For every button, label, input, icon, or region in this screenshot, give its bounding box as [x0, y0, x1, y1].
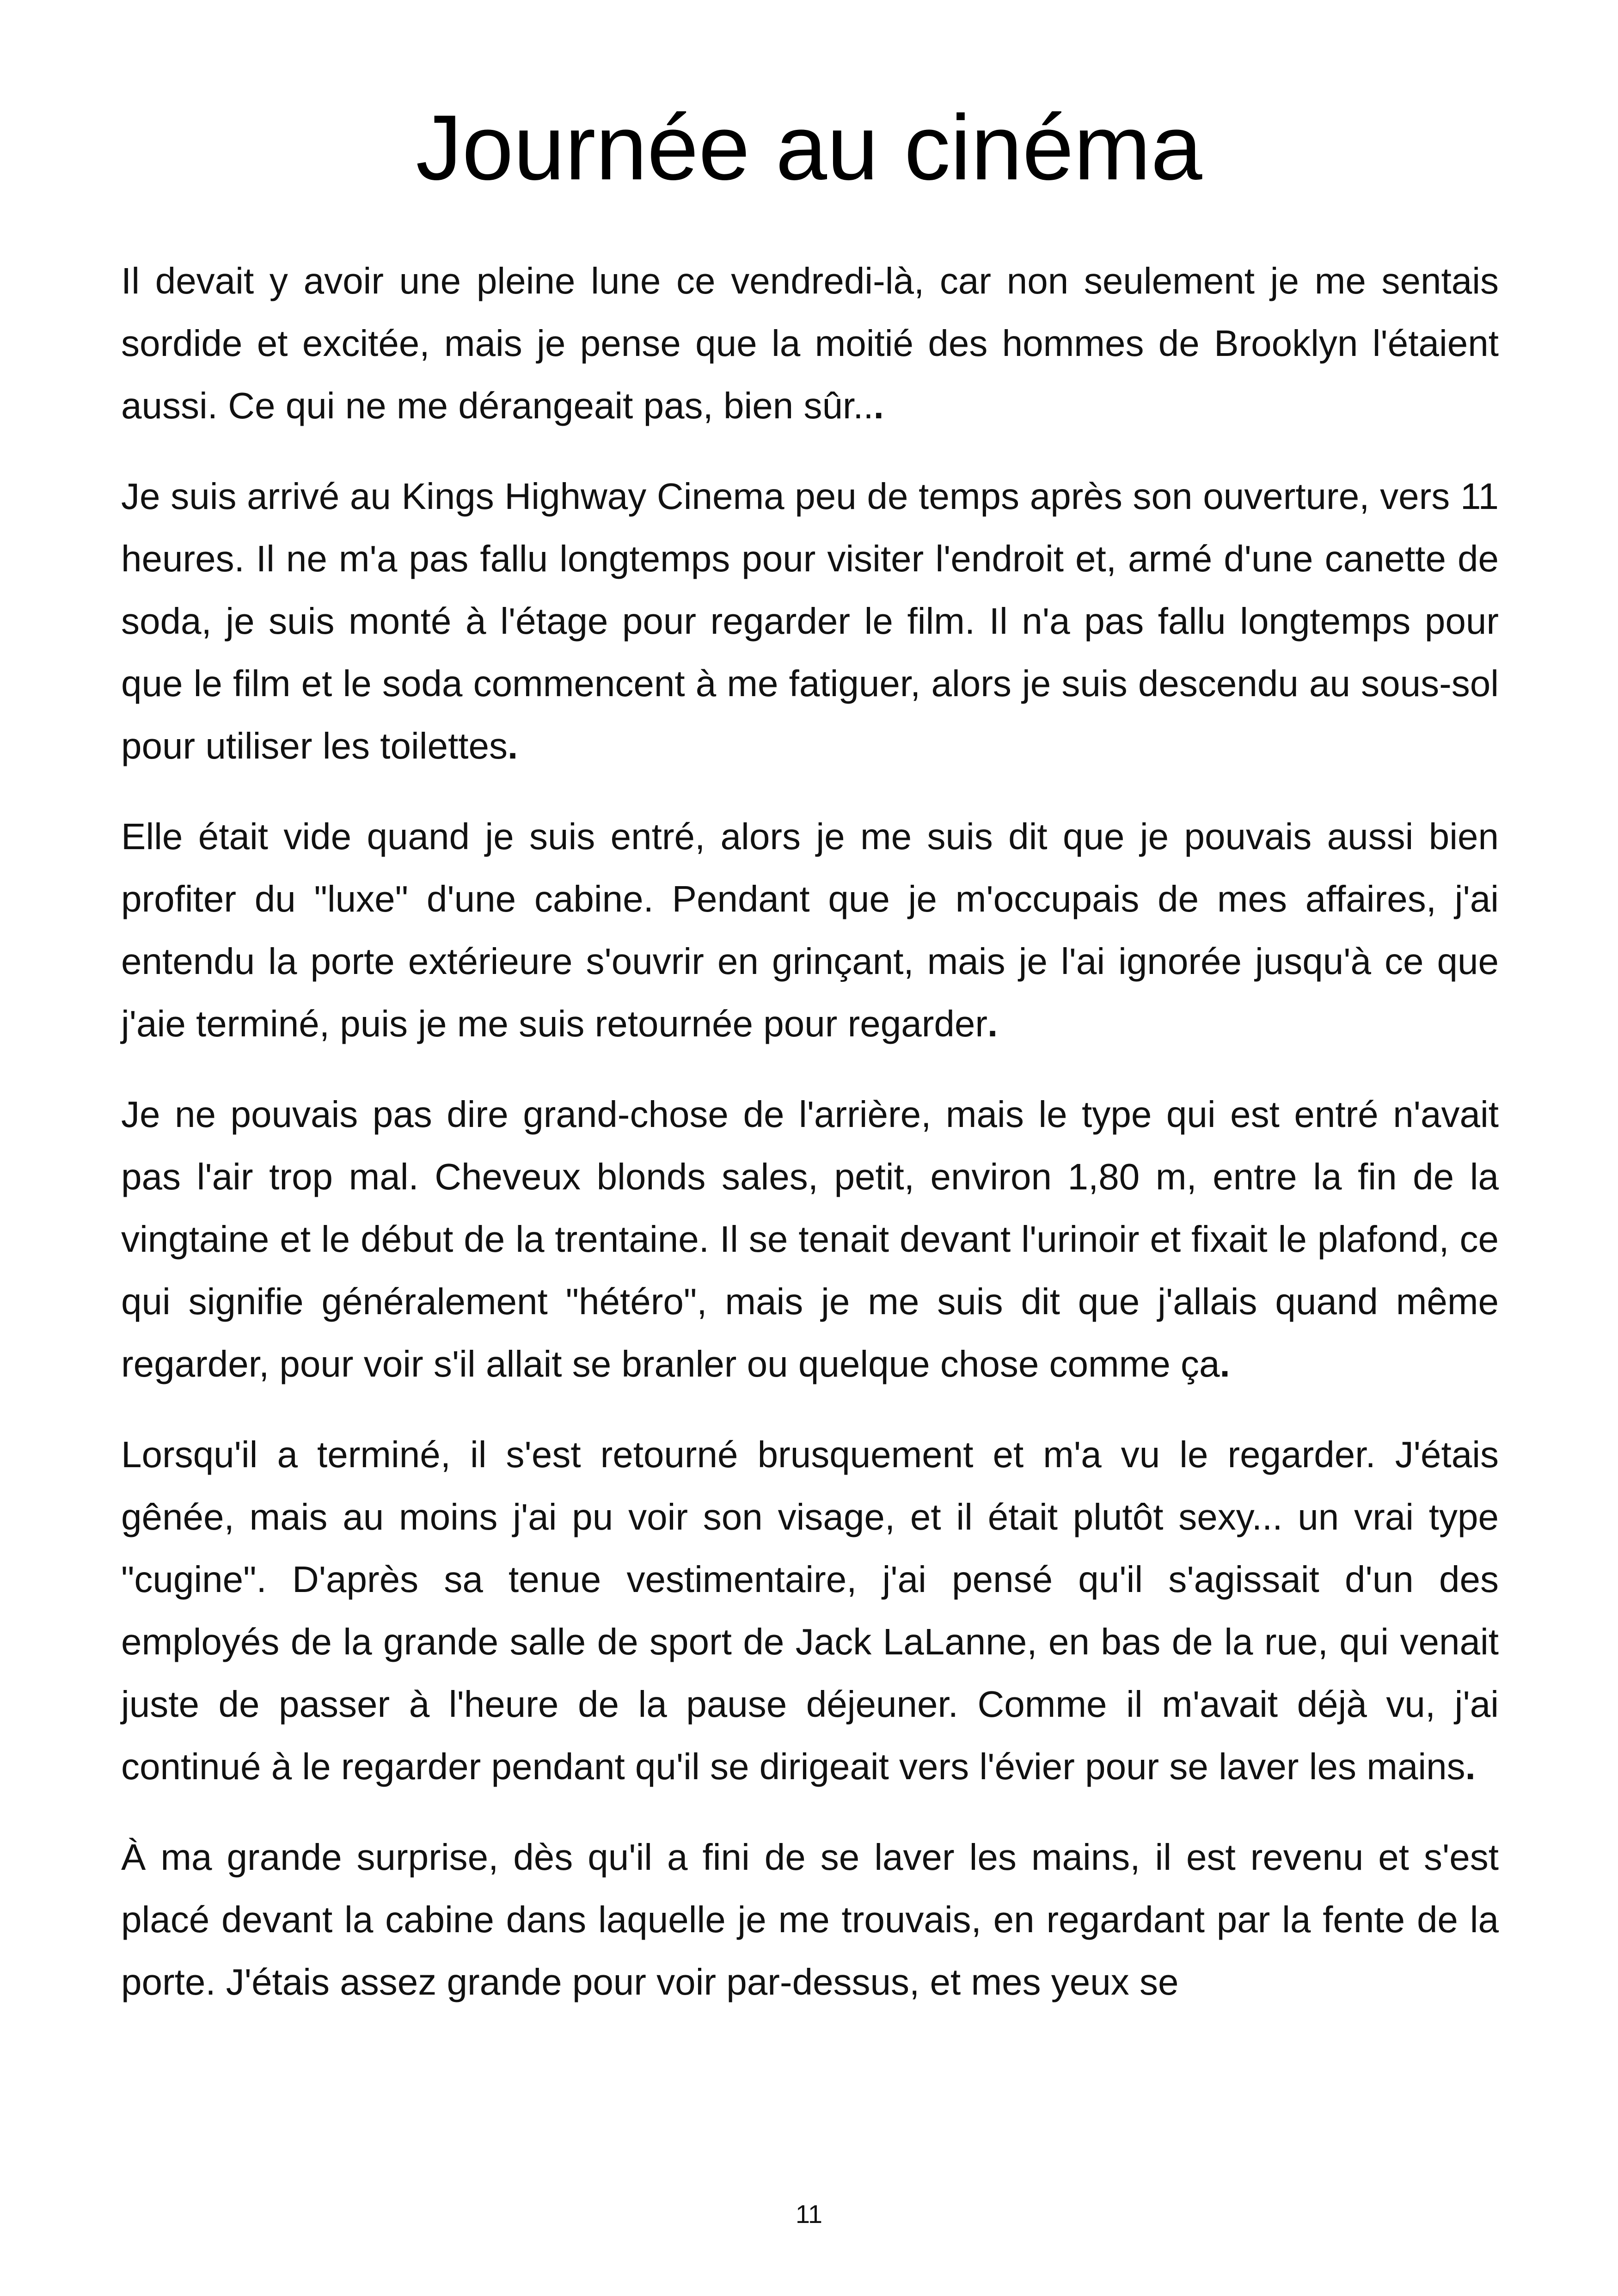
paragraph-text: Il devait y avoir une pleine lune ce vendredi-là, car non seulement je me sentais sordide et excitée, mais je pense que la moitié des hommes de Brooklyn l'étaient aussi. Ce qui ne me dérangeait pas, bien sûr.. — [121, 260, 1499, 426]
paragraph-text: Je ne pouvais pas dire grand-chose de l'arrière, mais le type qui est entré n'avait pas l'air trop mal. Cheveux blonds sales, petit, environ 1,80 m, entre la fin de la vingtaine et le début de la trentaine. Il se tenait devant l'urinoir et fixait le plafond, ce qui signifie généralement "hétéro", mais je me suis dit que j'allais quand même regarder, pour voir s'il allait se branler ou quelque chose comme ça — [121, 1094, 1499, 1384]
paragraph — [121, 1826, 1499, 2013]
paragraph-text: Elle était vide quand je suis entré, alors je me suis dit que je pouvais aussi bien profiter du "luxe" d'une cabine. Pendant que je m'occupais de mes affaires, j'ai entendu la porte extérieure s'ouvrir en grinçant, mais je l'ai ignorée jusqu'à ce que j'aie terminé, puis je me suis retournée pour regarder — [121, 816, 1499, 1044]
page-title: Journée au cinéma — [416, 96, 1202, 199]
paragraph-text: Lorsqu'il a terminé, il s'est retourné brusquement et m'a vu le regarder. J'étais gênée, mais au moins j'ai pu voir son visage, et il était plutôt sexy... un vrai type "cugine". D'après sa tenue vestimentaire, j'ai pensé qu'il s'agissait d'un des employés de la grande salle de sport de Jack LaLanne, en bas de la rue, qui venait juste de passer à l'heure de la pause déjeuner. Comme il m'avait déjà vu, j'ai continué à le regarder pendant qu'il se dirigeait vers l'évier pour se laver les mains — [121, 1434, 1499, 1787]
paragraph-end-mark: . — [507, 725, 518, 766]
page-number: 11 — [795, 2199, 823, 2229]
paragraph-text: Je suis arrivé au Kings Highway Cinema peu de temps après son ouverture, vers 11 heures. Il ne m'a pas fallu longtemps pour visiter l'endroit et, armé d'une canette de soda, je suis monté à l'étage pour regarder le film. Il n'a pas fallu longtemps pour que le film et le soda commencent à me fatiguer, alors je suis descendu au sous-sol pour utiliser les toilettes — [121, 476, 1499, 766]
body-text — [121, 250, 1499, 2041]
paragraph-end-mark: . — [987, 1003, 998, 1044]
paragraph — [121, 250, 1499, 437]
paragraph — [121, 1083, 1499, 1395]
paragraph-end-mark: . — [1220, 1343, 1230, 1384]
paragraph — [121, 805, 1499, 1055]
paragraph-end-mark: . — [1465, 1746, 1476, 1787]
paragraph-text: À ma grande surprise, dès qu'il a fini de se laver les mains, il est revenu et s'est placé devant la cabine dans laquelle je me trouvais, en regardant par la fente de la porte. J'étais assez grande pour voir par-dessus, et mes yeux se — [121, 1837, 1499, 2002]
paragraph — [121, 1423, 1499, 1798]
paragraph-end-mark: . — [873, 385, 884, 426]
paragraph — [121, 465, 1499, 777]
